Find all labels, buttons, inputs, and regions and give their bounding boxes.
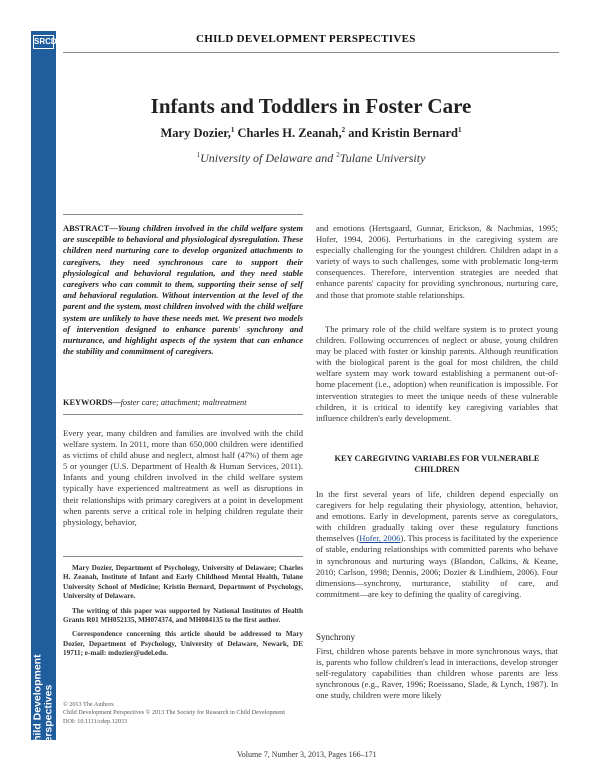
affil-text: Tulane University bbox=[339, 151, 426, 165]
footnote-rule bbox=[63, 556, 303, 557]
author-affil-mark: 1 bbox=[458, 126, 462, 134]
header-rule bbox=[63, 52, 559, 53]
section-heading: KEY CAREGIVING VARIABLES FOR VULNERABLE CHILDREN bbox=[334, 454, 540, 474]
article-title: Infants and Toddlers in Foster Care bbox=[150, 94, 472, 118]
keywords bbox=[63, 397, 303, 408]
body-paragraph: First, children whose parents behave in more synchronous ways, that is, parents who follow children's lead in interactions, develop stronger self-regulatory capabilities than children whose parents are less synchronous (e.g., Raver, 1996; Roeissano, Slade, & Lynch, 1987). In one study, children were more likely bbox=[316, 646, 558, 701]
footnote: Mary Dozier, Department of Psychology, University of Delaware; Charles H. Zeanah, Institute of Infant and Early Childhood Mental Health, Tulane University School of Medicine; Kristin Bernard, Department of Psychology, University of Delaware. bbox=[63, 564, 303, 601]
sidebar-journal-name: Child Development Perspectives bbox=[31, 654, 55, 750]
keywords-text: foster care; attachment; maltreatment bbox=[120, 398, 247, 407]
keywords-label: KEYWORDS— bbox=[63, 398, 121, 407]
author-affil-mark: 2 bbox=[341, 126, 346, 134]
abstract-bottom-rule bbox=[63, 414, 303, 415]
srcd-logo: SRCD bbox=[33, 35, 54, 49]
body-paragraph: The primary role of the child welfare system is to protect young children. Following occurrences of neglect or abuse, young children may be placed with foster or kinship parents. Although reunification with the biological parent is the goal for most children, the child welfare system may work toward establishing a permanent out-of-home placement (i.e., adoption) when reunification is impossible. For intervention strategies to meet the unique needs of these vulnerable children, it is critical to identify key caregiving variables that influence children's early development. bbox=[316, 324, 558, 423]
author-name: Mary Dozier, bbox=[160, 126, 231, 140]
body-paragraph: Every year, many children and families are involved with the child welfare system. In 2011, more than 650,000 children were identified as victims of child abuse and neglect, almost half (47%) of them age 5 or younger (U.S. Department of Health & Human Services, 2011). Infants and young children involved in the child welfare system typically have experienced maltreatment as well as disruptions in their relationships with primary caregivers at a point in development when parents serve a critical role in helping children regulate their physiology, behavior, bbox=[63, 428, 303, 527]
affil-mark: 1 bbox=[196, 151, 201, 159]
abstract-top-rule bbox=[63, 214, 303, 215]
abstract-text: Young children involved in the child welfare system are susceptible to behavioral and physiological dysregulation. These children need nurturing care to develop organized attachments to caregivers, they need synchronous care to support their physiological and behavioral regulation, and they need stable caregivers who can commit to them, supporting their sense of self and behavioral regulation. Without intervention at the level of the parent and the system, most children involved with the child welfare system are unlikely to have these needs met. We present two models of intervention designed to enhance parents' synchrony and nurturance, and highlight aspects of the system that can enhance the stability and commitment of caregivers. bbox=[63, 223, 303, 357]
abstract bbox=[63, 223, 303, 357]
citation-link[interactable]: Hofer, 2006 bbox=[359, 533, 401, 544]
affil-text: University of Delaware and bbox=[200, 151, 337, 165]
page-footer: Volume 7, Number 3, 2013, Pages 166–171 bbox=[237, 750, 377, 759]
affil-mark: 2 bbox=[336, 151, 340, 159]
author-list bbox=[63, 126, 559, 141]
subsection-heading: Synchrony bbox=[316, 632, 355, 642]
copyright-block bbox=[63, 701, 303, 726]
author-affil-mark: 1 bbox=[230, 126, 235, 134]
author-note bbox=[63, 564, 303, 664]
affiliations bbox=[63, 151, 559, 166]
author-name: and Kristin Bernard bbox=[345, 126, 459, 140]
paragraph-text: ). This process is facilitated by the experience of stable, enduring relationships with committed parents who behave in synchronous and nurturing ways (Blandon, Calkins, & Keane, 2010; Carlson, 1998; Dennis, 2006; Dozier & Lindhiem, 2006). Four dimensions—synchrony, nurturance, stability of care, and commitment—are key to defining the quality of caregiving. bbox=[316, 533, 558, 599]
footnote: The writing of this paper was supported by National Institutes of Health Grants R01 MH052135, MH074374, and MH084135 to the first author. bbox=[63, 606, 303, 625]
paragraph-text: In the first several years of life, children depend especially on caregivers for help regulating their physiology, attention, behavior, and emotions. Early in development, parents serve as coregulators, with children gradually taking over these regulatory functions themselves ( bbox=[316, 489, 558, 544]
body-paragraph: and emotions (Hertsgaard, Gunnar, Erickson, & Nachmias, 1995; Hofer, 1994, 2006). Perturbations in the caregiving system are especially challenging for the youngest children. Children adapt in a variety of ways to such challenges, some with problematic long-term consequences. Therefore, intervention strategies are needed that enhance parents' capacity for providing synchronous, nurturing care, and those that promote stable relationships. bbox=[316, 223, 558, 300]
doi: DOI: 10.1111/cdep.12033 bbox=[63, 717, 128, 725]
body-paragraph bbox=[316, 489, 558, 600]
footnote: Correspondence concerning this article should be addressed to Mary Dozier, Department of Psychology, University of Delaware, Newark, DE 19711; e-mail: mdozier@udel.edu. bbox=[63, 630, 303, 658]
journal-name: CHILD DEVELOPMENT PERSPECTIVES bbox=[196, 33, 416, 45]
abstract-label: ABSTRACT— bbox=[63, 223, 118, 233]
copyright-line: Child Development Perspectives © 2013 The Society for Research in Child Development bbox=[63, 709, 285, 717]
journal-sidebar bbox=[31, 31, 57, 750]
copyright-line: © 2013 The Authors bbox=[63, 701, 114, 708]
author-name: Charles H. Zeanah, bbox=[234, 126, 342, 140]
